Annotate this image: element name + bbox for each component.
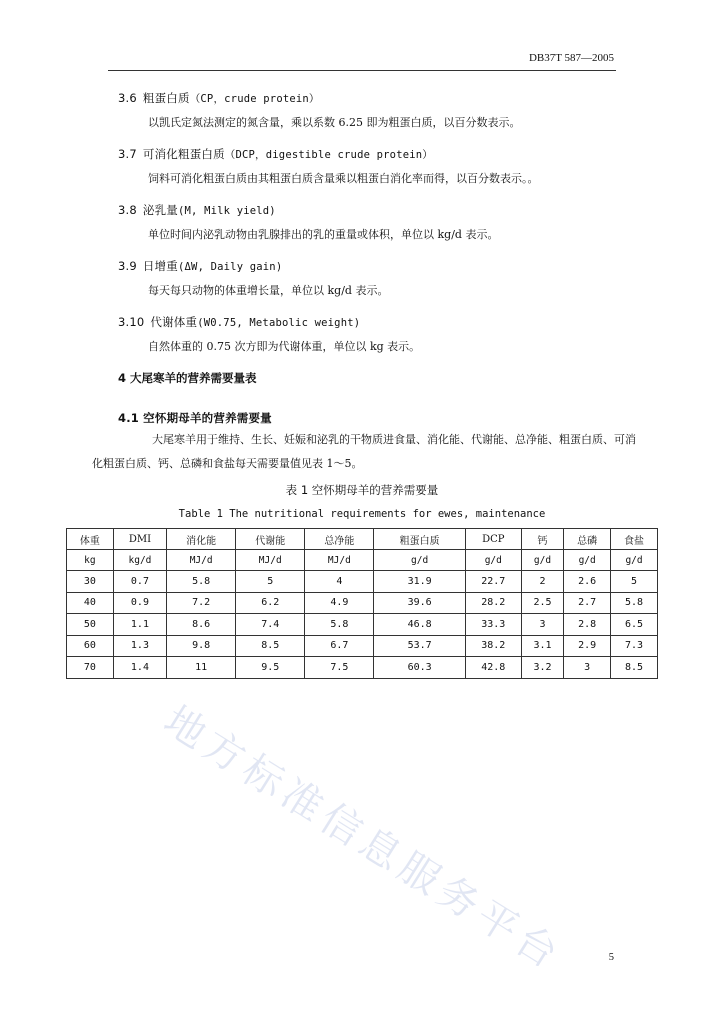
table-cell: 42.8: [465, 657, 521, 679]
unit-cell: g/d: [564, 550, 611, 571]
unit-cell: kg: [67, 550, 114, 571]
header-cell: DMI: [113, 529, 166, 550]
table-cell: 5: [611, 571, 658, 593]
section-title: 日增重: [142, 259, 178, 273]
nutrition-table: [66, 528, 658, 679]
table-cell: 4.9: [305, 592, 374, 614]
unit-cell: MJ/d: [167, 550, 236, 571]
section-title: 代谢体重: [150, 315, 198, 329]
table-row: [67, 614, 658, 636]
table-cell: 7.4: [236, 614, 305, 636]
table-cell: 3.1: [521, 635, 564, 657]
table-cell: 3.2: [521, 657, 564, 679]
table-cell: 8.6: [167, 614, 236, 636]
table-cell: 5: [236, 571, 305, 593]
table-cell: 7.3: [611, 635, 658, 657]
table-cell: 9.5: [236, 657, 305, 679]
table-cell: 5.8: [167, 571, 236, 593]
header-cell: DCP: [465, 529, 521, 550]
table-cell: 0.7: [113, 571, 166, 593]
section-3-9-body: 每天每只动物的体重增长量，单位以 kg/d 表示。: [148, 284, 389, 297]
section-number: 3.6: [118, 91, 137, 105]
unit-cell: MJ/d: [305, 550, 374, 571]
header-cell: 代谢能: [236, 529, 305, 550]
unit-cell: g/d: [374, 550, 465, 571]
header-cell: 体重: [67, 529, 114, 550]
table-cell: 30: [67, 571, 114, 593]
table-row: [67, 571, 658, 593]
table-cell: 4: [305, 571, 374, 593]
section-title-en: (W0.75, Metabolic weight): [197, 317, 361, 329]
table-cell: 2.8: [564, 614, 611, 636]
unit-cell: kg/d: [113, 550, 166, 571]
table-cell: 50: [67, 614, 114, 636]
header-cell: 总净能: [305, 529, 374, 550]
table-cell: 6.7: [305, 635, 374, 657]
unit-cell: g/d: [465, 550, 521, 571]
table-cell: 5.8: [611, 592, 658, 614]
table-cell: 38.2: [465, 635, 521, 657]
section-3-8-heading: [118, 202, 276, 218]
header-cell: 粗蛋白质: [374, 529, 465, 550]
table-cell: 39.6: [374, 592, 465, 614]
table-cell: 6.2: [236, 592, 305, 614]
section-3-8-body: 单位时间内泌乳动物由乳腺排出的乳的重量或体积，单位以 kg/d 表示。: [148, 228, 499, 241]
header-cell: 消化能: [167, 529, 236, 550]
section-title: 粗蛋白质: [142, 91, 190, 105]
section-3-7-body: 饲料可消化粗蛋白质由其粗蛋白质含量乘以粗蛋白消化率而得，以百分数表示。。: [148, 172, 539, 185]
section-number: 3.10: [118, 315, 145, 329]
table-cell: 6.5: [611, 614, 658, 636]
section-3-7-heading: [118, 146, 433, 162]
header-cell: 钙: [521, 529, 564, 550]
page-header-doc-id: DB37T 587—2005: [528, 52, 614, 64]
unit-cell: g/d: [521, 550, 564, 571]
page-number: 5: [608, 952, 614, 963]
table-cell: 33.3: [465, 614, 521, 636]
table-cell: 8.5: [236, 635, 305, 657]
table-cell: 2: [521, 571, 564, 593]
table-cell: 2.5: [521, 592, 564, 614]
table-caption-zh: 表 1 空怀期母羊的营养需要量: [285, 483, 439, 497]
section-3-10-body: 自然体重的 0.75 次方即为代谢体重，单位以 kg 表示。: [148, 340, 421, 353]
table-header-row: [67, 529, 658, 550]
table-cell: 3: [521, 614, 564, 636]
table-cell: 60.3: [374, 657, 465, 679]
table-cell: 60: [67, 635, 114, 657]
header-rule: [108, 70, 616, 71]
table-cell: 40: [67, 592, 114, 614]
table-cell: 2.6: [564, 571, 611, 593]
unit-cell: g/d: [611, 550, 658, 571]
table-body: [67, 571, 658, 679]
section-title: 泌乳量: [142, 203, 178, 217]
table-row: [67, 592, 658, 614]
table-cell: 31.9: [374, 571, 465, 593]
section-3-6-heading: [118, 90, 320, 106]
chapter-4-heading: 4 大尾寒羊的营养需要量表: [118, 371, 257, 385]
table-cell: 1.1: [113, 614, 166, 636]
table-row: [67, 635, 658, 657]
section-3-9-heading: [118, 258, 282, 274]
section-title-en: （CP，crude protein）: [189, 93, 320, 105]
section-title-en: (ΔW, Daily gain): [178, 261, 283, 273]
table-cell: 1.4: [113, 657, 166, 679]
table-cell: 5.8: [305, 614, 374, 636]
header-cell: 食盐: [611, 529, 658, 550]
table-cell: 3: [564, 657, 611, 679]
table-cell: 70: [67, 657, 114, 679]
table-cell: 0.9: [113, 592, 166, 614]
table-cell: 9.8: [167, 635, 236, 657]
section-number: 3.7: [118, 147, 137, 161]
header-cell: 总磷: [564, 529, 611, 550]
table-cell: 53.7: [374, 635, 465, 657]
table-units-row: [67, 550, 658, 571]
watermark-text: 地方标准信息服务平台: [155, 697, 571, 981]
table-row: [67, 657, 658, 679]
table-cell: 7.2: [167, 592, 236, 614]
table-cell: 2.9: [564, 635, 611, 657]
unit-cell: MJ/d: [236, 550, 305, 571]
section-4-1-paragraph: 大尾寒羊用于维持、生长、妊娠和泌乳的干物质进食量、消化能、代谢能、总净能、粗蛋白质、可消化粗蛋白质、钙、总磷和食盐每天需要量值见表 1～5。: [92, 433, 636, 470]
section-number: 3.9: [118, 259, 137, 273]
section-title-en: （DCP，digestible crude protein）: [224, 149, 433, 161]
table-cell: 28.2: [465, 592, 521, 614]
table-cell: 8.5: [611, 657, 658, 679]
section-3-6-body: 以凯氏定氮法测定的氮含量，乘以系数 6.25 即为粗蛋白质，以百分数表示。: [148, 116, 521, 129]
table-cell: 46.8: [374, 614, 465, 636]
section-3-10-heading: [118, 314, 360, 330]
table-cell: 11: [167, 657, 236, 679]
section-4-1-heading: 4.1 空怀期母羊的营养需要量: [118, 411, 272, 425]
table-caption-en: Table 1 The nutritional requirements for ewes, maintenance: [178, 508, 546, 520]
section-title-en: (M, Milk yield): [178, 205, 276, 217]
table-cell: 22.7: [465, 571, 521, 593]
table-cell: 2.7: [564, 592, 611, 614]
table-cell: 1.3: [113, 635, 166, 657]
table-cell: 7.5: [305, 657, 374, 679]
section-title: 可消化粗蛋白质: [142, 147, 225, 161]
section-number: 3.8: [118, 203, 137, 217]
